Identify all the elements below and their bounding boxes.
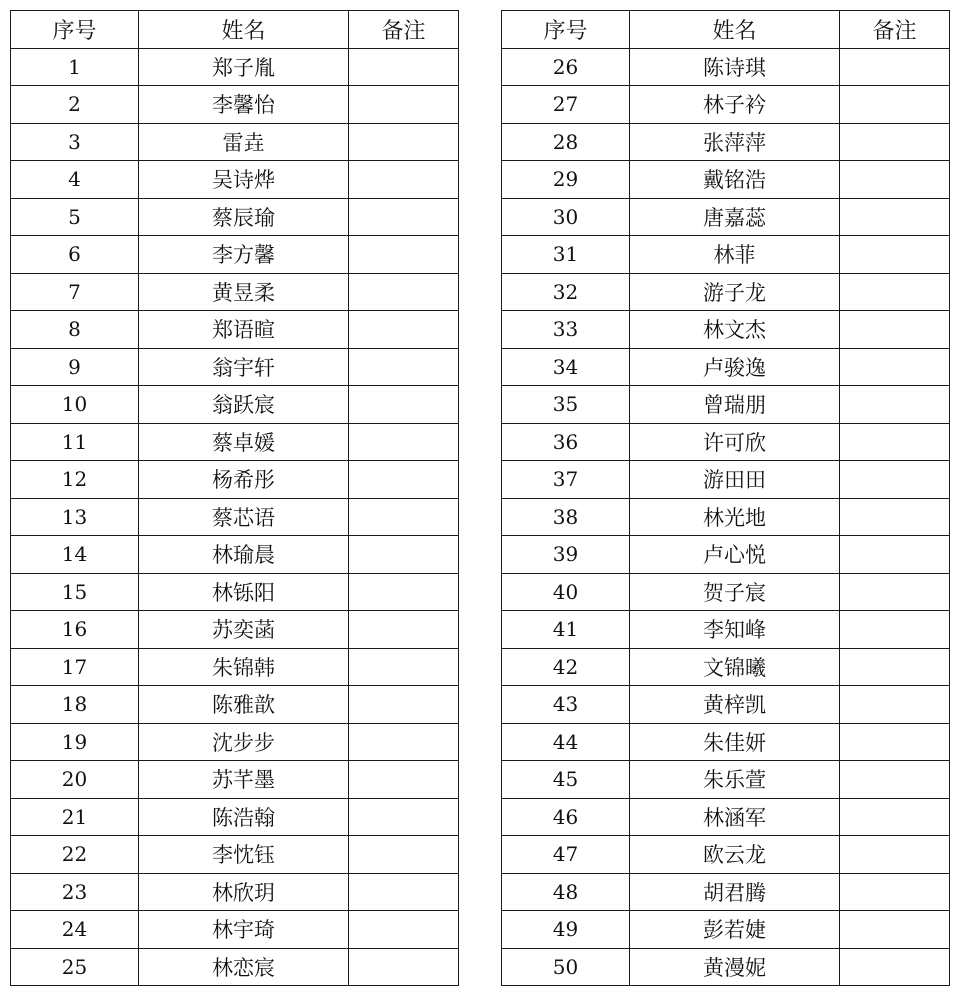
table-row [11,836,459,874]
table-row [11,273,459,311]
row-number-cell: 35 [502,386,630,424]
student-name-cell: 贺子宸 [630,573,840,611]
student-name-cell: 唐嘉蕊 [630,198,840,236]
table-row [502,498,950,536]
table-row [502,86,950,124]
note-cell [349,348,459,386]
header-row [11,11,459,49]
note-cell [840,686,950,724]
row-number-cell: 1 [11,48,139,86]
student-name-cell: 林欣玥 [139,873,349,911]
note-cell [840,386,950,424]
row-number-cell: 23 [11,873,139,911]
row-number-cell: 25 [11,948,139,986]
table-row [502,761,950,799]
note-cell [349,611,459,649]
note-cell [840,123,950,161]
note-cell [349,86,459,124]
table-row [11,536,459,574]
student-name-cell: 林瑜晨 [139,536,349,574]
student-name-cell: 翁宇轩 [139,348,349,386]
table-row [11,123,459,161]
table-row [502,648,950,686]
note-cell [349,536,459,574]
note-cell [840,161,950,199]
row-number-cell: 4 [11,161,139,199]
note-cell [349,123,459,161]
table-row [502,311,950,349]
student-name-cell: 沈步步 [139,723,349,761]
table-row [502,948,950,986]
student-name-cell: 蔡芯语 [139,498,349,536]
row-number-cell: 45 [502,761,630,799]
student-name-cell: 卢骏逸 [630,348,840,386]
note-cell [840,461,950,499]
student-name-cell: 郑子胤 [139,48,349,86]
student-name-cell: 彭若婕 [630,911,840,949]
row-number-cell: 7 [11,273,139,311]
note-cell [840,948,950,986]
table-row [502,386,950,424]
table-row [11,236,459,274]
note-cell [840,873,950,911]
table-row [11,723,459,761]
table-row [502,573,950,611]
row-number-cell: 40 [502,573,630,611]
note-cell [840,798,950,836]
row-number-cell: 15 [11,573,139,611]
student-name-cell: 许可欣 [630,423,840,461]
student-name-cell: 翁跃宸 [139,386,349,424]
student-name-cell: 游子龙 [630,273,840,311]
student-name-cell: 曾瑞朋 [630,386,840,424]
roster-body-right [502,48,950,986]
row-number-cell: 31 [502,236,630,274]
row-number-cell: 10 [11,386,139,424]
note-cell [840,236,950,274]
note-cell [840,86,950,124]
table-row [11,198,459,236]
row-number-cell: 20 [11,761,139,799]
row-number-cell: 19 [11,723,139,761]
row-number-cell: 3 [11,123,139,161]
table-row [11,761,459,799]
note-cell [349,386,459,424]
table-row [502,873,950,911]
table-row [502,798,950,836]
note-cell [349,423,459,461]
note-cell [349,573,459,611]
table-row [502,48,950,86]
student-name-cell: 李知峰 [630,611,840,649]
table-row [11,498,459,536]
student-name-cell: 林光地 [630,498,840,536]
row-number-cell: 34 [502,348,630,386]
student-name-cell: 林涵军 [630,798,840,836]
note-cell [840,648,950,686]
note-cell [349,461,459,499]
table-row [502,836,950,874]
student-name-cell: 欧云龙 [630,836,840,874]
student-name-cell: 卢心悦 [630,536,840,574]
row-number-cell: 9 [11,348,139,386]
note-cell [840,198,950,236]
student-name-cell: 朱乐萱 [630,761,840,799]
student-name-cell: 陈诗琪 [630,48,840,86]
student-name-cell: 林铄阳 [139,573,349,611]
note-cell [349,236,459,274]
row-number-cell: 2 [11,86,139,124]
note-cell [840,498,950,536]
row-number-cell: 36 [502,423,630,461]
note-cell [840,911,950,949]
note-cell [840,423,950,461]
note-cell [349,686,459,724]
table-row [502,611,950,649]
table-row [11,611,459,649]
note-cell [840,611,950,649]
note-cell [349,648,459,686]
column-header-name: 姓名 [139,11,349,49]
row-number-cell: 44 [502,723,630,761]
note-cell [349,198,459,236]
row-number-cell: 46 [502,798,630,836]
student-name-cell: 戴铭浩 [630,161,840,199]
student-name-cell: 杨希彤 [139,461,349,499]
student-name-cell: 苏奕菡 [139,611,349,649]
row-number-cell: 33 [502,311,630,349]
student-name-cell: 李方馨 [139,236,349,274]
student-name-cell: 朱锦韩 [139,648,349,686]
table-row [11,648,459,686]
table-row [11,48,459,86]
note-cell [840,536,950,574]
student-name-cell: 李馨怡 [139,86,349,124]
row-number-cell: 24 [11,911,139,949]
table-row [502,236,950,274]
row-number-cell: 14 [11,536,139,574]
table-row [11,311,459,349]
note-cell [840,273,950,311]
row-number-cell: 47 [502,836,630,874]
row-number-cell: 48 [502,873,630,911]
table-row [11,686,459,724]
table-row [502,348,950,386]
student-name-cell: 苏芊墨 [139,761,349,799]
table-row [502,686,950,724]
row-number-cell: 49 [502,911,630,949]
row-number-cell: 13 [11,498,139,536]
note-cell [840,48,950,86]
table-row [502,911,950,949]
table-row [11,911,459,949]
row-number-cell: 41 [502,611,630,649]
roster-body-left [11,48,459,986]
column-header-name: 姓名 [630,11,840,49]
note-cell [349,948,459,986]
row-number-cell: 5 [11,198,139,236]
row-number-cell: 42 [502,648,630,686]
student-name-cell: 林恋宸 [139,948,349,986]
column-header-number: 序号 [11,11,139,49]
row-number-cell: 37 [502,461,630,499]
student-name-cell: 李忱钰 [139,836,349,874]
student-name-cell: 文锦曦 [630,648,840,686]
student-name-cell: 林子衿 [630,86,840,124]
student-name-cell: 蔡卓媛 [139,423,349,461]
student-name-cell: 吴诗烨 [139,161,349,199]
note-cell [349,48,459,86]
student-name-cell: 张萍萍 [630,123,840,161]
table-row [11,798,459,836]
row-number-cell: 12 [11,461,139,499]
table-row [502,123,950,161]
student-name-cell: 黄昱柔 [139,273,349,311]
note-cell [349,873,459,911]
table-row [11,873,459,911]
note-cell [840,573,950,611]
table-row [502,273,950,311]
table-row [502,161,950,199]
note-cell [349,911,459,949]
row-number-cell: 27 [502,86,630,124]
student-name-cell: 胡君腾 [630,873,840,911]
student-name-cell: 黄梓凯 [630,686,840,724]
student-name-cell: 郑语暄 [139,311,349,349]
note-cell [840,761,950,799]
note-cell [840,723,950,761]
table-row [502,198,950,236]
note-cell [349,723,459,761]
table-row [11,948,459,986]
note-cell [349,498,459,536]
table-row [502,461,950,499]
table-row [11,161,459,199]
row-number-cell: 21 [11,798,139,836]
table-row [11,573,459,611]
note-cell [349,836,459,874]
table-row [502,723,950,761]
row-number-cell: 39 [502,536,630,574]
student-name-cell: 黄漫妮 [630,948,840,986]
row-number-cell: 11 [11,423,139,461]
student-name-cell: 雷垚 [139,123,349,161]
note-cell [840,348,950,386]
table-row [11,86,459,124]
note-cell [840,311,950,349]
table-row [11,461,459,499]
table-row [11,386,459,424]
table-row [11,348,459,386]
note-cell [840,836,950,874]
student-name-cell: 林宇琦 [139,911,349,949]
table-row [11,423,459,461]
note-cell [349,761,459,799]
column-header-note: 备注 [840,11,950,49]
row-number-cell: 22 [11,836,139,874]
row-number-cell: 43 [502,686,630,724]
roster-table-left [10,10,459,986]
student-name-cell: 朱佳妍 [630,723,840,761]
student-name-cell: 陈浩翰 [139,798,349,836]
row-number-cell: 17 [11,648,139,686]
row-number-cell: 16 [11,611,139,649]
row-number-cell: 38 [502,498,630,536]
note-cell [349,161,459,199]
note-cell [349,311,459,349]
note-cell [349,798,459,836]
row-number-cell: 32 [502,273,630,311]
column-header-number: 序号 [502,11,630,49]
table-row [502,423,950,461]
roster-table-right [501,10,950,986]
row-number-cell: 6 [11,236,139,274]
row-number-cell: 18 [11,686,139,724]
row-number-cell: 26 [502,48,630,86]
header-row [502,11,950,49]
row-number-cell: 28 [502,123,630,161]
student-name-cell: 陈雅歆 [139,686,349,724]
row-number-cell: 8 [11,311,139,349]
row-number-cell: 29 [502,161,630,199]
note-cell [349,273,459,311]
student-name-cell: 林文杰 [630,311,840,349]
row-number-cell: 50 [502,948,630,986]
row-number-cell: 30 [502,198,630,236]
student-name-cell: 林菲 [630,236,840,274]
column-header-note: 备注 [349,11,459,49]
student-name-cell: 游田田 [630,461,840,499]
table-row [502,536,950,574]
student-name-cell: 蔡辰瑜 [139,198,349,236]
